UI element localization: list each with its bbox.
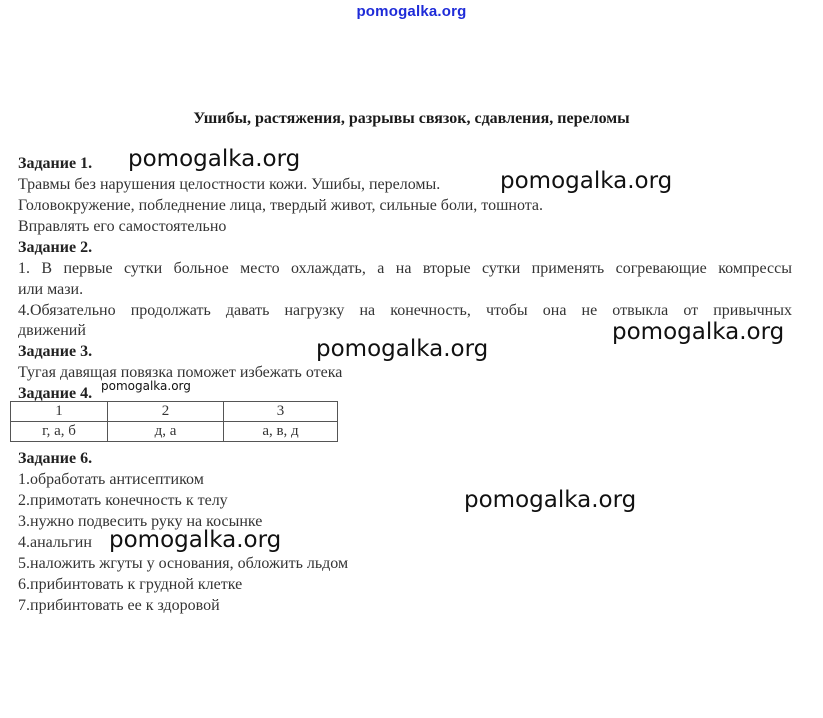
task2-item1-line2: или мази. bbox=[18, 281, 84, 298]
task2-heading: Задание 2. bbox=[18, 239, 93, 256]
task2-item4-line2: движений bbox=[18, 322, 86, 339]
table-header-cell: 1 bbox=[11, 402, 108, 422]
watermark-overlay: pomogalka.org bbox=[464, 487, 637, 513]
table-cell: г, а, б bbox=[11, 422, 108, 442]
table-row bbox=[11, 422, 338, 442]
watermark-overlay: pomogalka.org bbox=[316, 336, 489, 362]
watermark-overlay: pomogalka.org bbox=[128, 146, 301, 172]
task6-item: 7.прибинтовать ее к здоровой bbox=[18, 597, 220, 614]
watermark-overlay-small: pomogalka.org bbox=[101, 379, 191, 393]
table-cell: а, в, д bbox=[224, 422, 338, 442]
task1-heading: Задание 1. bbox=[18, 155, 93, 172]
task3-heading: Задание 3. bbox=[18, 343, 93, 360]
table-header-cell: 2 bbox=[108, 402, 224, 422]
watermark-overlay: pomogalka.org bbox=[500, 168, 673, 194]
site-watermark-top: pomogalka.org bbox=[356, 3, 467, 20]
task6-item: 4.анальгин bbox=[18, 534, 92, 551]
task6-item: 1.обработать антисептиком bbox=[18, 471, 204, 488]
task4-heading: Задание 4. bbox=[18, 385, 93, 402]
watermark-overlay: pomogalka.org bbox=[612, 319, 785, 345]
task6-item: 2.примотать конечность к телу bbox=[18, 492, 228, 509]
task2-item1-line1: 1. В первые сутки больное место охлаждать, а на вторые сутки применять согревающие компрессы bbox=[18, 260, 792, 277]
task1-line: Вправлять его самостоятельно bbox=[18, 218, 227, 235]
task3-text: Тугая давящая повязка поможет избежать отека bbox=[18, 364, 343, 381]
watermark-overlay: pomogalka.org bbox=[109, 527, 282, 553]
task6-heading: Задание 6. bbox=[18, 450, 93, 467]
table-header-row bbox=[11, 402, 338, 422]
table-cell: д, а bbox=[108, 422, 224, 442]
table-header-cell: 3 bbox=[224, 402, 338, 422]
task4-answer-table bbox=[10, 401, 338, 442]
task1-line: Травмы без нарушения целостности кожи. Ушибы, переломы. bbox=[18, 176, 441, 193]
task6-item: 6.прибинтовать к грудной клетке bbox=[18, 576, 243, 593]
task6-item: 5.наложить жгуты у основания, обложить льдом bbox=[18, 555, 349, 572]
page-title: Ушибы, растяжения, разрывы связок, сдавления, переломы bbox=[193, 110, 630, 127]
task2-item4-line1: 4.Обязательно продолжать давать нагрузку на конечность, чтобы она не отвыкла от привычных bbox=[18, 302, 792, 319]
task6-item: 3.нужно подвесить руку на косынке bbox=[18, 513, 263, 530]
task1-line: Головокружение, побледнение лица, твердый живот, сильные боли, тошнота. bbox=[18, 197, 544, 214]
